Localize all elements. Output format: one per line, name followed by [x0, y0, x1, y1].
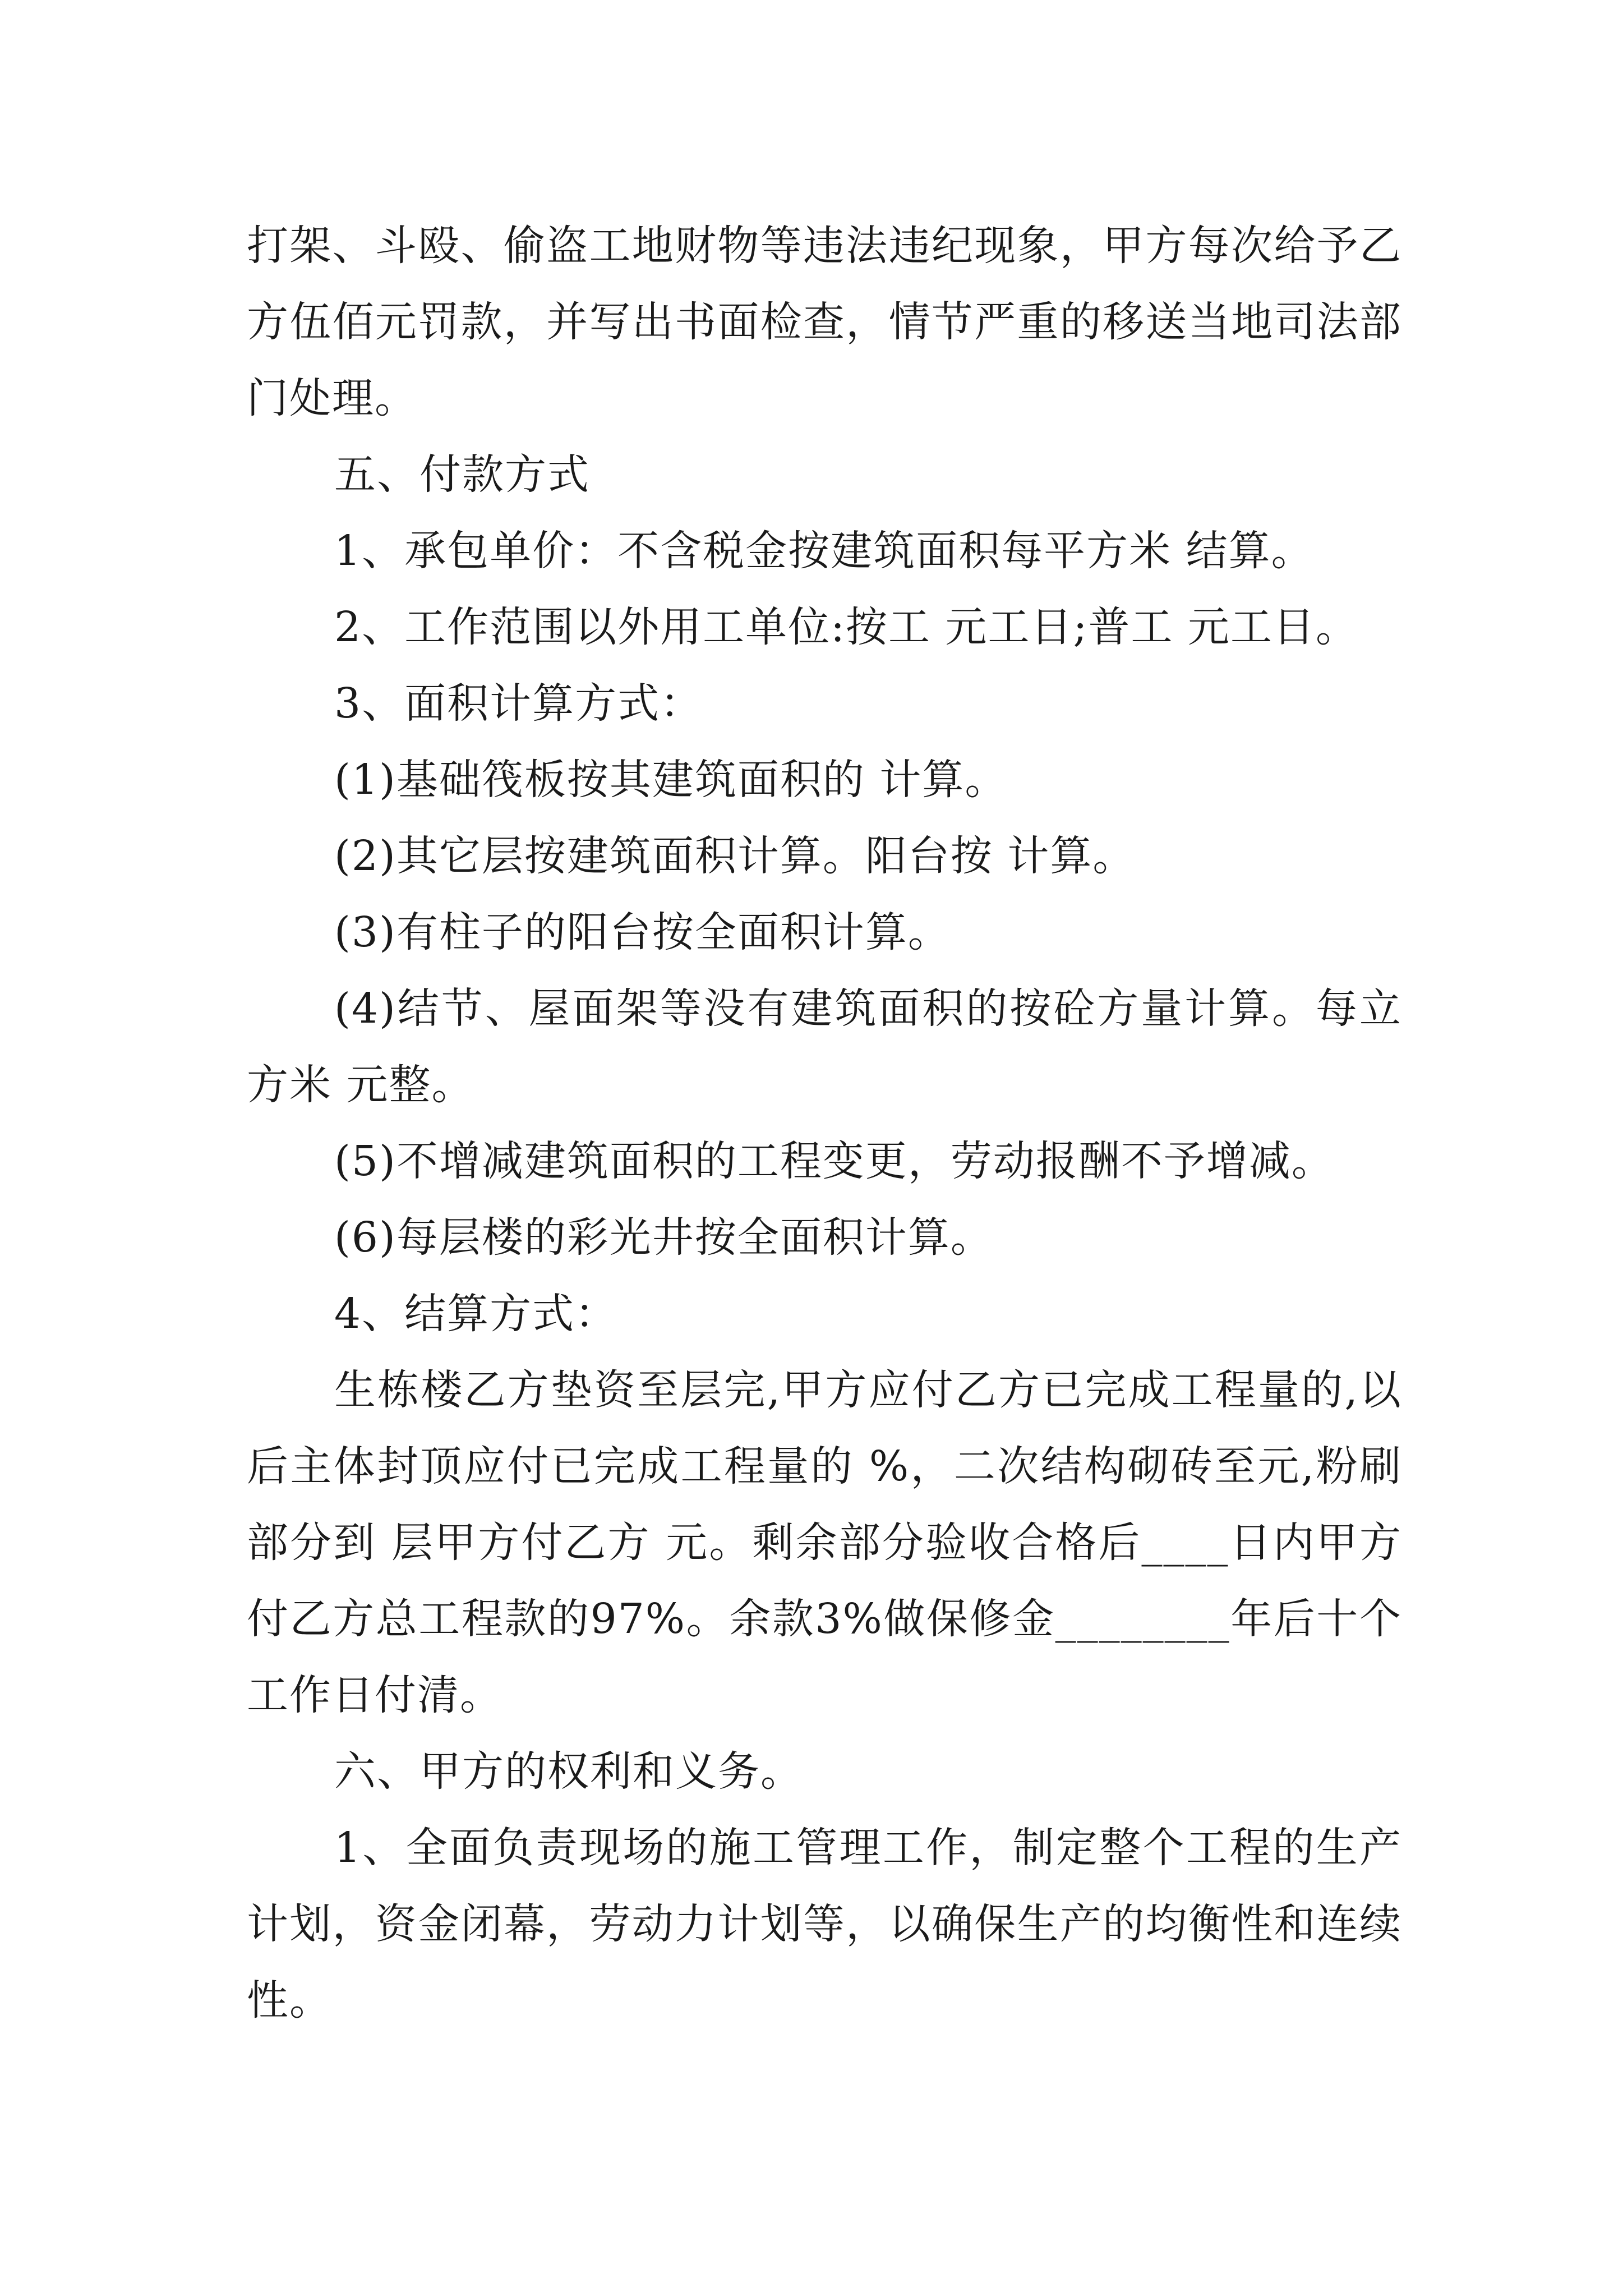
paragraph-extra-labor: 2、工作范围以外用工单位:按工 元工日;普工 元工日。 — [334, 603, 1358, 651]
list-item-area-2: (2)其它层按建筑面积计算。阳台按 计算。 — [334, 832, 1136, 880]
list-item-area-6: (6)每层楼的彩光井按全面积计算。 — [334, 1213, 993, 1262]
paragraph-unit-price: 1、承包单价：不含税金按建筑面积每平方米 结算。 — [334, 527, 1314, 575]
section-heading-payment-method: 五、付款方式 — [334, 450, 590, 499]
paragraph-area-calculation: 3、面积计算方式： — [334, 679, 703, 728]
list-item-area-4: (4)结节、屋面架等没有建筑面积的按砼方量计算。每立方米 元整。 — [247, 984, 1402, 1109]
paragraph-settlement-details: 生栋楼乙方垫资至层完,甲方应付乙方已完成工程量的,以后主体封顶应付已完成工程量的 %，二次结构砌砖至元,粉刷部分到 层甲方付乙方 元。剩余部分验收合格后____日内甲方付乙方总工程款的97%。余款3%做保修金________年后十个工作日付清。 — [247, 1366, 1402, 1719]
section-heading-party-a-rights: 六、甲方的权利和义务。 — [334, 1747, 803, 1796]
paragraph-party-a-duty-1: 1、全面负责现场的施工管理工作，制定整个工程的生产计划，资金闭幕，劳动力计划等，以确保生产的均衡性和连续性。 — [247, 1824, 1402, 2024]
paragraph-settlement-method: 4、结算方式： — [334, 1290, 618, 1338]
list-item-area-5: (5)不增减建筑面积的工程变更，劳动报酬不予增减。 — [334, 1137, 1334, 1185]
paragraph-penalty-clause: 打架、斗殴、偷盗工地财物等违法违纪现象，甲方每次给予乙方伍佰元罚款，并写出书面检查，情节严重的移送当地司法部门处理。 — [247, 222, 1402, 422]
list-item-area-3: (3)有柱子的阳台按全面积计算。 — [334, 908, 951, 956]
list-item-area-1: (1)基础筏板按其建筑面积的 计算。 — [334, 756, 1008, 804]
document-body — [247, 208, 1402, 2039]
